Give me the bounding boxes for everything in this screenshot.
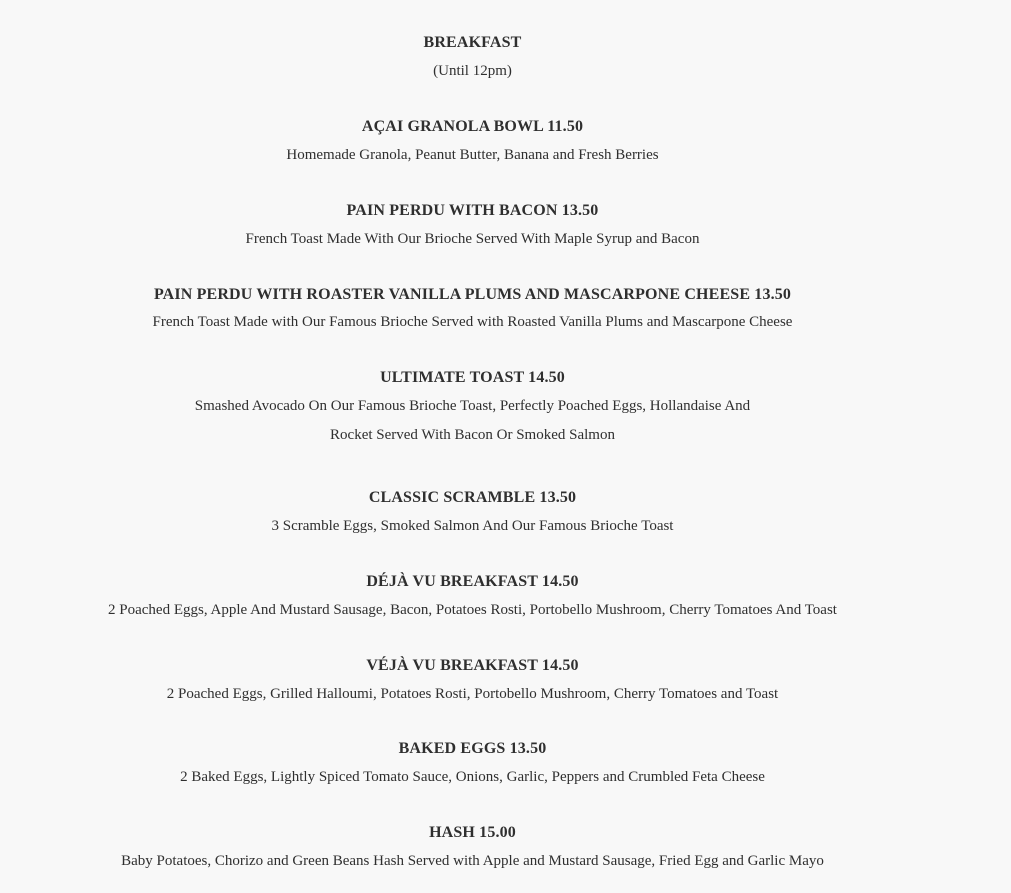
menu-item-description: French Toast Made With Our Brioche Served With Maple Syrup and Bacon	[245, 231, 700, 247]
menu-item-name: AÇAI GRANOLA BOWL 11.50	[361, 118, 584, 135]
menu-item-name: ULTIMATE TOAST 14.50	[380, 369, 565, 386]
menu-item-description: 2 Poached Eggs, Apple And Mustard Sausage, Bacon, Potatoes Rosti, Portobello Mushroom, Cherry Tomatoes And Toast	[108, 602, 837, 618]
menu-section-hours: (Until 12pm)	[433, 63, 512, 79]
menu-item-description: French Toast Made with Our Famous Brioche Served with Roasted Vanilla Plums and Mascarpone Cheese	[152, 314, 793, 330]
menu-item-description: Rocket Served With Bacon Or Smoked Salmon	[330, 427, 615, 443]
menu-item-description: Baby Potatoes, Chorizo and Green Beans Hash Served with Apple and Mustard Sausage, Fried Egg and Garlic Mayo	[121, 853, 824, 869]
menu-item-description: 2 Baked Eggs, Lightly Spiced Tomato Sauce, Onions, Garlic, Peppers and Crumbled Feta Cheese	[180, 769, 765, 785]
menu-item-name: PAIN PERDU WITH BACON 13.50	[346, 202, 599, 219]
menu-item-name: HASH 15.00	[429, 824, 516, 841]
menu-item-name: PAIN PERDU WITH ROASTER VANILLA PLUMS AND MASCARPONE CHEESE 13.50	[153, 286, 792, 303]
menu-item-name: DÉJÀ VU BREAKFAST 14.50	[366, 573, 579, 590]
menu-item-description: 2 Poached Eggs, Grilled Halloumi, Potatoes Rosti, Portobello Mushroom, Cherry Tomatoes and Toast	[166, 686, 779, 702]
menu-item-description: Homemade Granola, Peanut Butter, Banana and Fresh Berries	[286, 147, 659, 163]
menu-section-title: BREAKFAST	[423, 34, 522, 51]
menu-item-name: BAKED EGGS 13.50	[398, 740, 547, 757]
menu-item-name: VÉJÀ VU BREAKFAST 14.50	[366, 657, 579, 674]
menu-item-description: 3 Scramble Eggs, Smoked Salmon And Our Famous Brioche Toast	[271, 518, 674, 534]
menu-item-name: CLASSIC SCRAMBLE 13.50	[368, 489, 577, 506]
menu-item-description: Smashed Avocado On Our Famous Brioche Toast, Perfectly Poached Eggs, Hollandaise And	[194, 398, 751, 414]
